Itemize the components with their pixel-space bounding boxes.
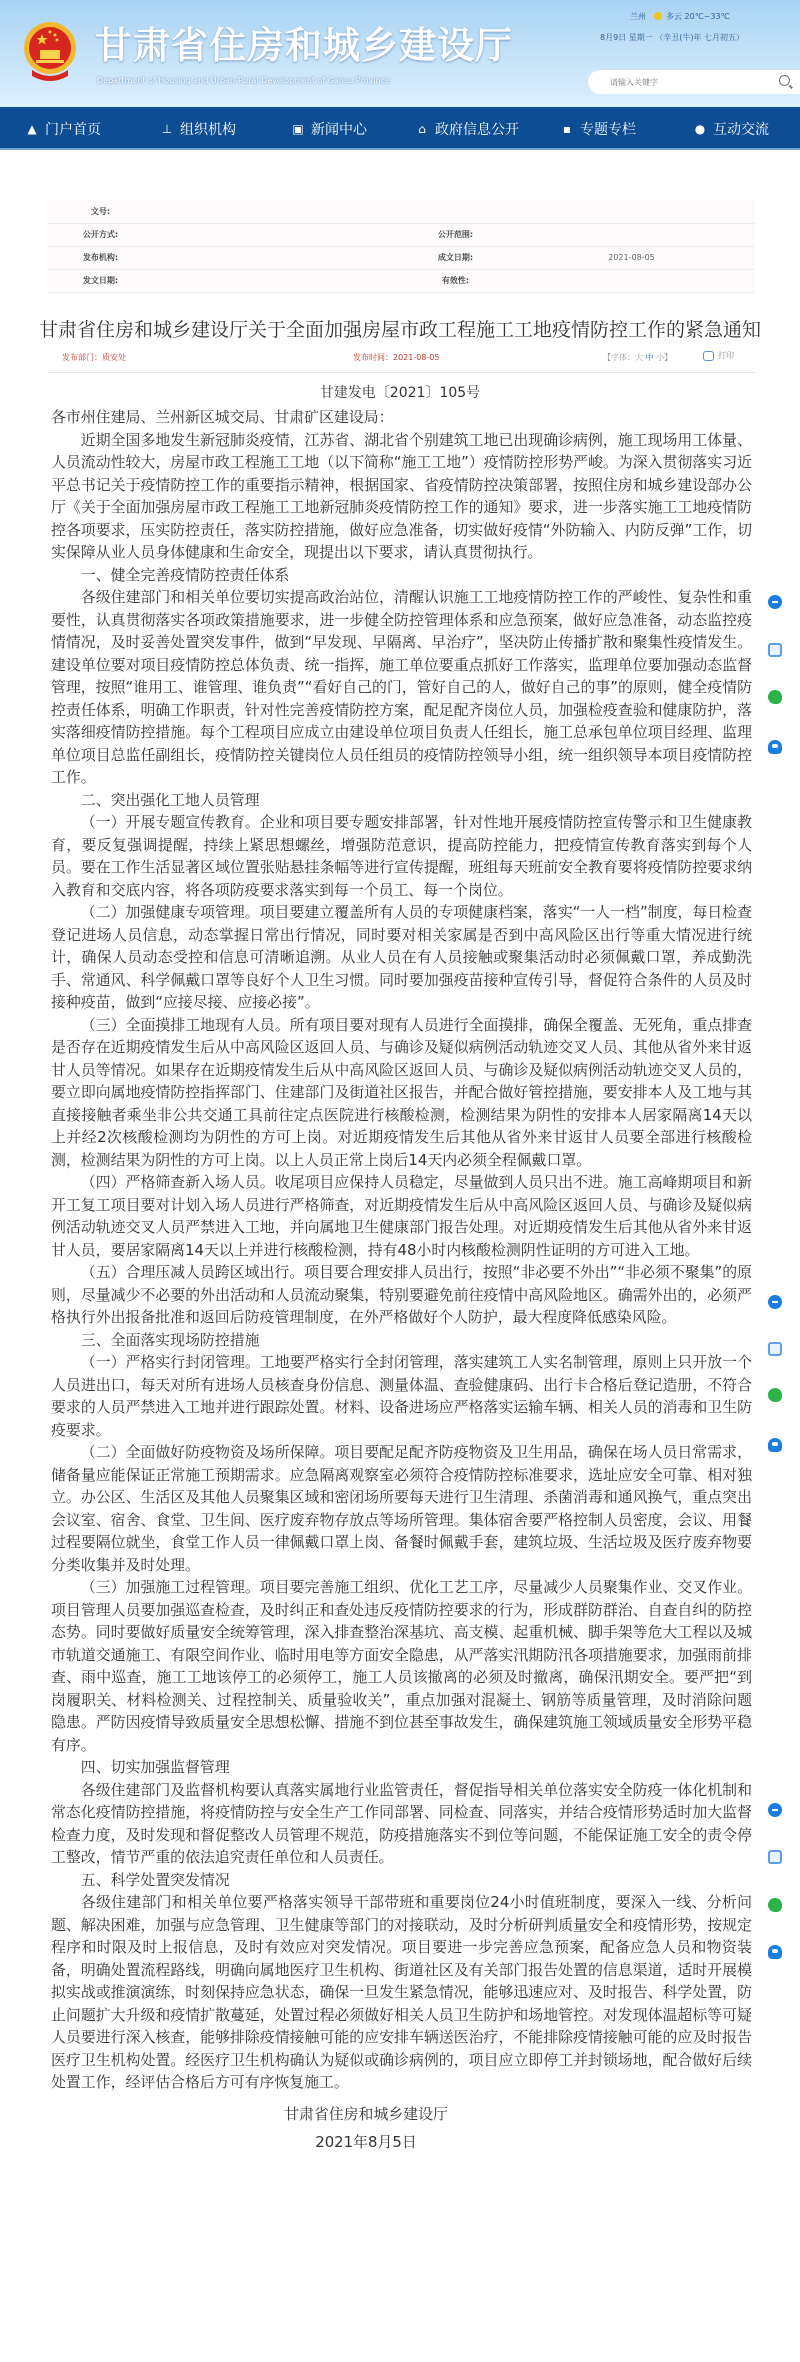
- minus-circle-icon[interactable]: [768, 1295, 782, 1309]
- font-large-button[interactable]: 大: [635, 353, 643, 362]
- issue-date-value: [153, 269, 403, 292]
- publish-time: 发布时间：2021-08-05: [353, 353, 440, 362]
- nav-item-news[interactable]: [291, 119, 367, 139]
- nav-item-interaction[interactable]: [693, 119, 769, 139]
- minus-circle-icon[interactable]: [768, 595, 782, 609]
- search-icon[interactable]: [779, 75, 790, 86]
- wechat-icon[interactable]: [768, 1388, 782, 1402]
- weather-city: 兰州: [630, 12, 646, 21]
- topics-grid-icon: ▪: [562, 122, 572, 136]
- window-icon[interactable]: [768, 1850, 782, 1864]
- nav-item-organization[interactable]: [160, 119, 236, 139]
- article-paragraph: 一、健全完善疫情防控责任体系: [80, 565, 290, 584]
- site-title-english: Department of Housing and Urban-Rural Development of Gansu Province: [97, 76, 390, 85]
- article-title: 甘肃省住房和城乡建设厅关于全面加强房屋市政工程施工工地疫情防控工作的紧急通知: [38, 319, 761, 341]
- print-icon: [703, 351, 714, 361]
- written-date-value: 2021-08-05: [508, 246, 755, 269]
- minus-circle-icon[interactable]: [768, 1803, 782, 1817]
- weather-widget: [630, 12, 730, 22]
- person-icon: ●: [694, 122, 706, 136]
- meta-row: [48, 223, 755, 246]
- publish-info-row: [48, 353, 755, 373]
- home-icon: ▲: [27, 122, 37, 136]
- font-size-selector: [603, 353, 672, 363]
- sunny-cloudy-icon: [654, 12, 662, 20]
- print-label: 打印: [718, 351, 734, 360]
- nav-item-topics[interactable]: [560, 119, 636, 139]
- print-button[interactable]: [703, 351, 734, 361]
- nav-item-home[interactable]: [25, 119, 101, 139]
- signature-block: [51, 2100, 681, 2156]
- window-icon[interactable]: [768, 1342, 782, 1356]
- wechat-icon[interactable]: [768, 1898, 782, 1912]
- nav-label: 门户首页: [45, 122, 101, 138]
- meta-row: [48, 269, 755, 292]
- article-paragraph: （一）开展专题宣传教育。企业和项目要专题安排部署，针对性地开展疫情防控宣传警示和卫生健康教育，要反复强调提醒，持续上紧思想螺丝，增强防范意识，提高防控能力，把疫情宣传教育落实到每个人员。要在工作生活显著区域位置张贴悬挂条幅等进行宣传提醒，班组每天班前安全教育要将疫情防控要求纳入教育和交底内容，将各项防疫要求落实到每一个员工、每一个岗位。: [51, 813, 752, 899]
- font-small-button[interactable]: 小: [656, 353, 665, 362]
- robot-icon[interactable]: [768, 1438, 782, 1452]
- search-input[interactable]: [610, 78, 770, 87]
- article-paragraph: （三）加强施工过程管理。项目要完善施工组织、优化工艺工序，尽量减少人员聚集作业、交叉作业。项目管理人员要加强巡查检查，及时纠正和查处违反疫情防控要求的行为，形成群防群治、自查自纠的防控态势。同时要做好质量安全统筹管理，深入排查整治深基坑、高支模、起重机械、脚手架等危大工程以及城市轨道交通施工、有限空间作业、临时用电等方面安全隐患，从严落实汛期防汛各项措施要求，加强雨前排查、雨中巡查，施工工地该停工的必须停工，施工人员该撤离的必须及时撤离，确保汛期安全。要严把“到岗履职关、材料检测关、过程控制关、质量验收关”，重点加强对混凝土、钢筋等质量管理，及时消除问题隐患。严防因疫情导致质量安全思想松懈、措施不到位甚至事故发生，确保建筑施工领域质量安全形势平稳有序。: [51, 1578, 752, 1754]
- nav-label: 组织机构: [180, 122, 236, 138]
- national-emblem-icon: [22, 20, 78, 84]
- robot-icon[interactable]: [768, 1945, 782, 1959]
- date-text: 8月9日 星期一 （辛丑(牛)年 七月初五）: [600, 33, 745, 42]
- font-medium-button[interactable]: 中: [645, 353, 654, 362]
- nav-label: 新闻中心: [311, 122, 367, 138]
- doc-no-value: [153, 200, 755, 223]
- meta-row: [48, 200, 755, 223]
- article-paragraph: （二）全面做好防疫物资及场所保障。项目要配足配齐防疫物资及卫生用品，确保在场人员日常需求，储备量应能保证正常施工预期需求。应急隔离观察室必须符合疫情防控标准要求，选址应安全可靠、相对独立。办公区、生活区及其他人员聚集区域和密闭场所要每天进行卫生清理、杀菌消毒和通风换气，重点突出会议室、宿舍、食堂、卫生间、医疗废弃物存放点等场所管理。集体宿舍要严格控制人员密度，会议、用餐过程要隔位就坐，食堂工作人员一律佩戴口罩上岗、备餐时佩戴手套，建筑垃圾、生活垃圾及医疗废弃物要分类收集并及时处理。: [51, 1443, 752, 1574]
- wechat-icon[interactable]: [768, 690, 782, 704]
- news-icon: ▣: [292, 122, 304, 136]
- nav-item-gov-info[interactable]: [415, 119, 519, 139]
- article-paragraph: 近期全国多地发生新冠肺炎疫情，江苏省、湖北省个别建筑工地已出现确诊病例，施工现场用工体量、人员流动性较大，房屋市政工程施工工地（以下简称“施工工地”）疫情防控形势严峻。为深入贯彻落实习近平总书记关于疫情防控工作的重要指示精神，根据国家、省疫情防控决策部署，按照住房和城乡建设部办公厅《关于全面加强房屋市政工程施工工地新冠肺炎疫情防控工作的通知》要求，进一步落实施工工地疫情防控各项要求，压实防控责任，落实防控措施，做好应急准备，切实做好疫情“外防输入、内防反弹”工作，切实保障从业人员身体健康和生命安全，现提出以下要求，请认真贯彻执行。: [51, 430, 752, 561]
- site-header: [0, 0, 800, 107]
- government-building-icon: ⌂: [418, 122, 426, 136]
- font-size-label-close: 】: [664, 353, 673, 362]
- nav-label: 互动交流: [713, 122, 769, 138]
- main-nav: [0, 107, 800, 150]
- publisher-value: [153, 246, 403, 269]
- article-paragraph: 五、科学处置突发情况: [80, 1870, 230, 1889]
- open-scope-label: 公开范围:: [403, 223, 508, 246]
- signature-date: 2021年8月5日: [315, 2132, 417, 2151]
- article-paragraph: （二）加强健康专项管理。项目要建立覆盖所有人员的专项健康档案，落实“一人一档”制度，每日检查登记进场人员信息，动态掌握日常出行情况，同时要对相关家属是否到中高风险区出行等重大情况进行统计，确保人员动态受控和信息可清晰追溯。从业人员在有人员接触或聚集活动时必须佩戴口罩，养成勤洗手、常通风、科学佩戴口罩等良好个人卫生习惯。同时要加强疫苗接种宣传引导，督促符合条件的人员及时接种疫苗，做到“应接尽接、应接必接”。: [51, 903, 752, 1011]
- article-paragraph: 四、切实加强监督管理: [80, 1758, 230, 1776]
- article-paragraph: 三、全面落实现场防控措施: [80, 1330, 260, 1349]
- nav-label: 专题专栏: [580, 122, 636, 138]
- article-paragraph: 二、突出强化工地人员管理: [80, 790, 260, 809]
- written-date-label: 成文日期:: [403, 246, 508, 269]
- publisher-label: 发布机构:: [48, 246, 153, 269]
- meta-row: [48, 246, 755, 269]
- doc-no-label: 文号:: [48, 200, 153, 223]
- article-body: [51, 406, 752, 2094]
- article-paragraph: （三）全面摸排工地现有人员。所有项目要对现有人员进行全面摸排，确保全覆盖、无死角，重点排查是否存在近期疫情发生后从中高风险区返回人员、与确诊及疑似病例活动轨迹交叉人员、其他从省外来甘返甘人员等情况。如果存在近期疫情发生后从中高风险区返回人员、与确诊及疑似病例活动轨迹交叉人员的，要立即向属地疫情防控指挥部门、住建部门及街道社区报告，并配合做好管控措施，要安排本人及工地与其直接接触者乘坐非公共交通工具前往定点医院进行核酸检测，检测结果为阴性的安排本人居家隔离14天以上并经2次核酸检测均为阴性的方可上岗。对近期疫情发生后其他从省外来甘返甘人员要全部进行核酸检测，检测结果为阴性的方可上岗。以上人员正常上岗后14天内必须全程佩戴口罩。: [51, 1015, 752, 1169]
- org-chart-icon: ⊥: [161, 122, 173, 136]
- robot-icon[interactable]: [768, 740, 782, 754]
- weather-text: 多云 20℃~33℃: [666, 12, 730, 21]
- open-scope-value: [508, 223, 755, 246]
- document-number: 甘建发电〔2021〕105号: [319, 385, 481, 401]
- validity-label: 有效性:: [403, 269, 508, 292]
- article-paragraph: 各级住建部门和相关单位要切实提高政治站位，清醒认识施工工地疫情防控工作的严峻性、复杂性和重要性，认真贯彻落实各项政策措施要求，进一步健全防控管理体系和应急预案，做好应急准备，动态监控疫情情况，及时妥善处置突发事件，做到“早发现、早隔离、早治疗”，坚决防止传播扩散和聚集性疫情发生。建设单位要对项目疫情防控总体负责、统一指挥，施工单位要重点抓好工作落实，监理单位要加强动态监督管理，按照“谁用工、谁管理、谁负责”“看好自己的门，管好自己的人，做好自己的事”的原则，健全疫情防控责任体系，明确工作职责，针对性完善疫情防控方案，配足配齐岗位人员，加强检疫查验和健康防护，落实落细疫情防控措施。每个工程项目应成立由建设单位项目负责人任组长，施工总承包单位项目经理、监理单位项目总监任副组长，疫情防控关键岗位人员任组员的疫情防控领导小组，统一组织领导本项目疫情防控工作。: [51, 588, 752, 786]
- open-mode-label: 公开方式:: [48, 223, 153, 246]
- signature-organization: 甘肃省住房和城乡建设厅: [284, 2104, 448, 2123]
- issue-date-label: 发文日期:: [48, 269, 153, 292]
- document-meta-table: [48, 200, 755, 293]
- article-paragraph: 各市州住建局、兰州新区城交局、甘肃矿区建设局：: [51, 408, 394, 426]
- article-paragraph: 各级住建部门和相关单位要严格落实领导干部带班和重要岗位24小时值班制度，要深入一线、分析问题、解决困难，加强与应急管理、卫生健康等部门的对接联动，及时分析研判质量安全和疫情形势，按规定程序和时限及时上报信息，及时有效应对突发情况。项目要进一步完善应急预案，配备应急人员和物资装备，明确处置流程路线，明确向属地医疗卫生机构、街道社区及有关部门报告处置的信息渠道，适时开展模拟实战或推演演练，时刻保持应急状态，确保一旦发生紧急情况，能够迅速应对、及时报告、科学处置，防止问题扩大升级和疫情扩散蔓延，处置过程必须做好相关人员卫生防护和场地管控。对发现体温超标等可疑人员要进行深入核查，能够排除疫情接触可能的应安排车辆送医治疗，不能排除疫情接触可能的应及时报告医疗卫生机构处置。经医疗卫生机构确认为疑似或确诊病例的，项目应立即停工并封锁场地，配合做好后续处置工作，经评估合格后方可有序恢复施工。: [51, 1893, 752, 2091]
- open-mode-value: [153, 223, 403, 246]
- site-title[interactable]: 甘肃省住房和城乡建设厅: [95, 24, 513, 67]
- search-box: [588, 70, 800, 94]
- article-paragraph: （四）严格筛查新入场人员。收尾项目应保持人员稳定，尽量做到人员只出不进。施工高峰期项目和新开工复工项目要对计划入场人员进行严格筛查，对近期疫情发生后从中高风险区返回人员、与确诊及疑似病例活动轨迹交叉人员严禁进入工地，并向属地卫生健康部门报告处理。对近期疫情发生后其他从省外来甘返甘人员，要居家隔离14天以上并进行核酸检测，持有48小时内核酸检测阴性证明的方可进入工地。: [51, 1173, 752, 1259]
- window-icon[interactable]: [768, 643, 782, 657]
- article-content: [51, 406, 752, 2176]
- article-paragraph: 各级住建部门及监督机构要认真落实属地行业监管责任，督促指导相关单位落实安全防疫一体化机制和常态化疫情防控措施，将疫情防控与安全生产工作同部署、同检查、同落实，并结合疫情形势适时加大监督检查力度，及时发现和督促整改人员管理不规范，防疫措施落实不到位等问题，不能保证施工安全的责令停工整改，情节严重的依法追究责任单位和人员责任。: [51, 1780, 752, 1866]
- validity-value: [508, 269, 755, 292]
- nav-label: 政府信息公开: [435, 122, 519, 138]
- font-size-label: 【字体：: [603, 353, 635, 362]
- article-paragraph: （五）合理压减人员跨区域出行。项目要合理安排人员出行，按照“非必要不外出”“非必须不聚集”的原则，尽量减少不必要的外出活动和人员流动聚集，特别要避免前往疫情中高风险地区。确需外出的，必须严格执行外出报备批准和返回后防疫管理制度，在外严格做好个人防护，最大程度降低感染风险。: [51, 1263, 752, 1326]
- publish-department: 发布部门：质安处: [62, 353, 126, 362]
- article-paragraph: （一）严格实行封闭管理。工地要严格实行全封闭管理，落实建筑工人实名制管理，原则上只开放一个人员进出口，每天对所有进场人员核查身份信息、测量体温、查验健康码、出行卡合格后登记造册，不符合要求的人员严禁进入工地并进行跟踪处置。材料、设备进场应严格落实运输车辆、相关人员的消毒和卫生防疫要求。: [51, 1353, 752, 1439]
